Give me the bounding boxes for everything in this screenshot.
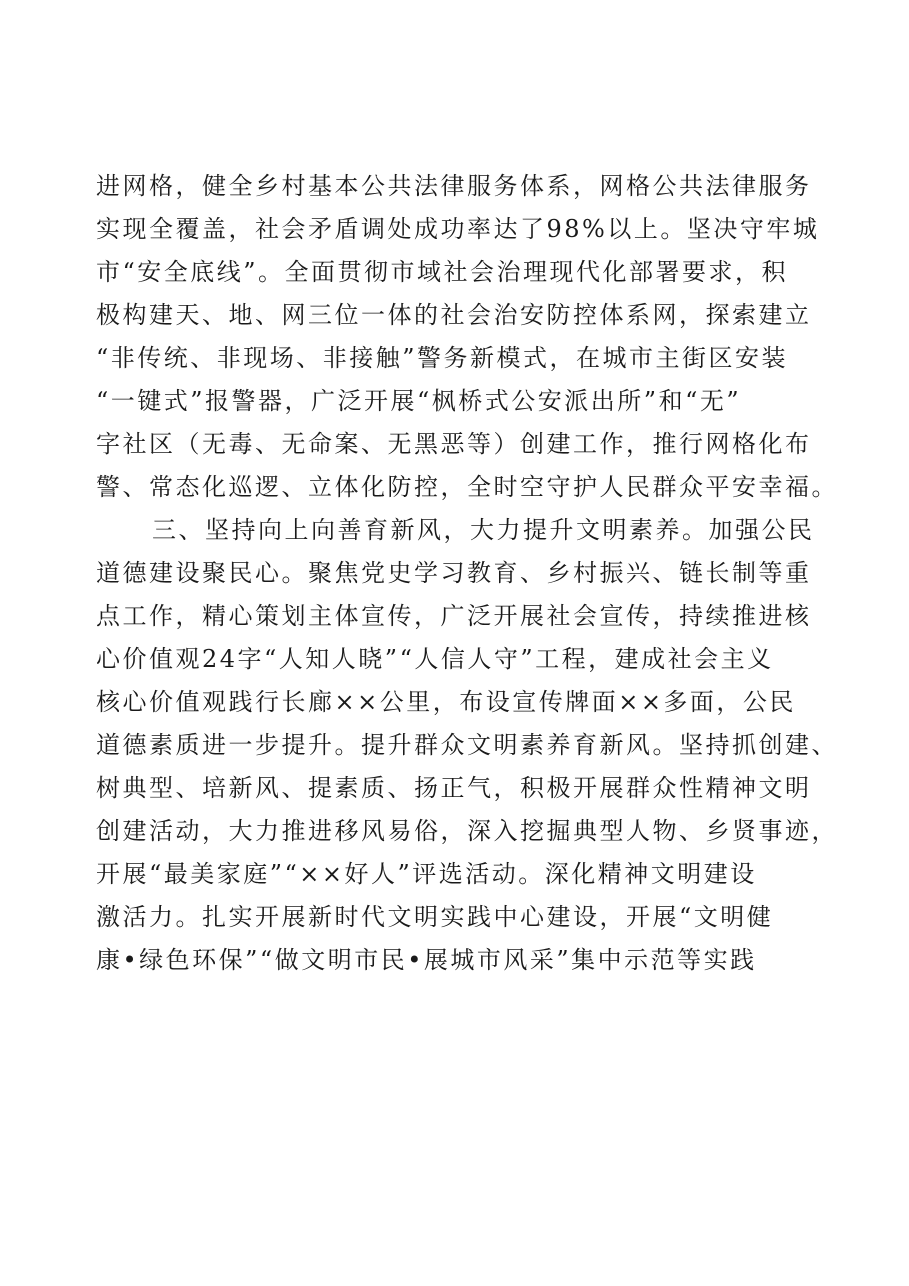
text-line: 道德素质进一步提升。提升群众文明素养育新风。坚持抓创建、 (96, 731, 838, 759)
text-line: 字社区（无毒、无命案、无黑恶等）创建工作，推行网格化布 (96, 430, 812, 458)
text-line: 警、常态化巡逻、立体化防控，全时空守护人民群众平安幸福。 (96, 473, 838, 501)
text-line: “非传统、非现场、非接触”警务新模式，在城市主街区安装 (96, 344, 789, 372)
text-line: 创建活动，大力推进移风易俗，深入挖掘典型人物、乡贤事迹， (96, 817, 838, 845)
text-line: 开展“最美家庭”“××好人”评选活动。深化精神文明建设 (96, 860, 757, 888)
text-line: 树典型、培新风、提素质、扬正气，积极开展群众性精神文明 (96, 774, 812, 802)
text-line: 核心价值观践行长廊××公里，布设宣传牌面××多面，公民 (96, 688, 796, 716)
section-heading-line: 三、坚持向上向善育新风，大力提升文明素养。加强公民 (152, 516, 815, 544)
text-line: “一键式”报警器，广泛开展“枫桥式公安派出所”和“无” (96, 387, 742, 415)
text-line: 道德建设聚民心。聚焦党史学习教育、乡村振兴、链长制等重 (96, 559, 812, 587)
text-line: 康•绿色环保”“做文明市民•展城市风采”集中示范等实践 (96, 946, 757, 974)
text-line: 实现全覆盖，社会矛盾调处成功率达了98%以上。坚决守牢城 (96, 215, 820, 243)
text-line: 市“安全底线”。全面贯彻市域社会治理现代化部署要求，积 (96, 258, 789, 286)
text-line: 点工作，精心策划主体宣传，广泛开展社会宣传，持续推进核 (96, 602, 812, 630)
body-text (96, 165, 838, 982)
text-line: 极构建天、地、网三位一体的社会治安防控体系网，探索建立 (96, 301, 812, 329)
text-line: 激活力。扎实开展新时代文明实践中心建设，开展“文明健 (96, 903, 774, 931)
text-line: 进网格，健全乡村基本公共法律服务体系，网格公共法律服务 (96, 172, 812, 200)
text-line: 心价值观24字“人知人晓”“人信人守”工程，建成社会主义 (96, 645, 774, 673)
